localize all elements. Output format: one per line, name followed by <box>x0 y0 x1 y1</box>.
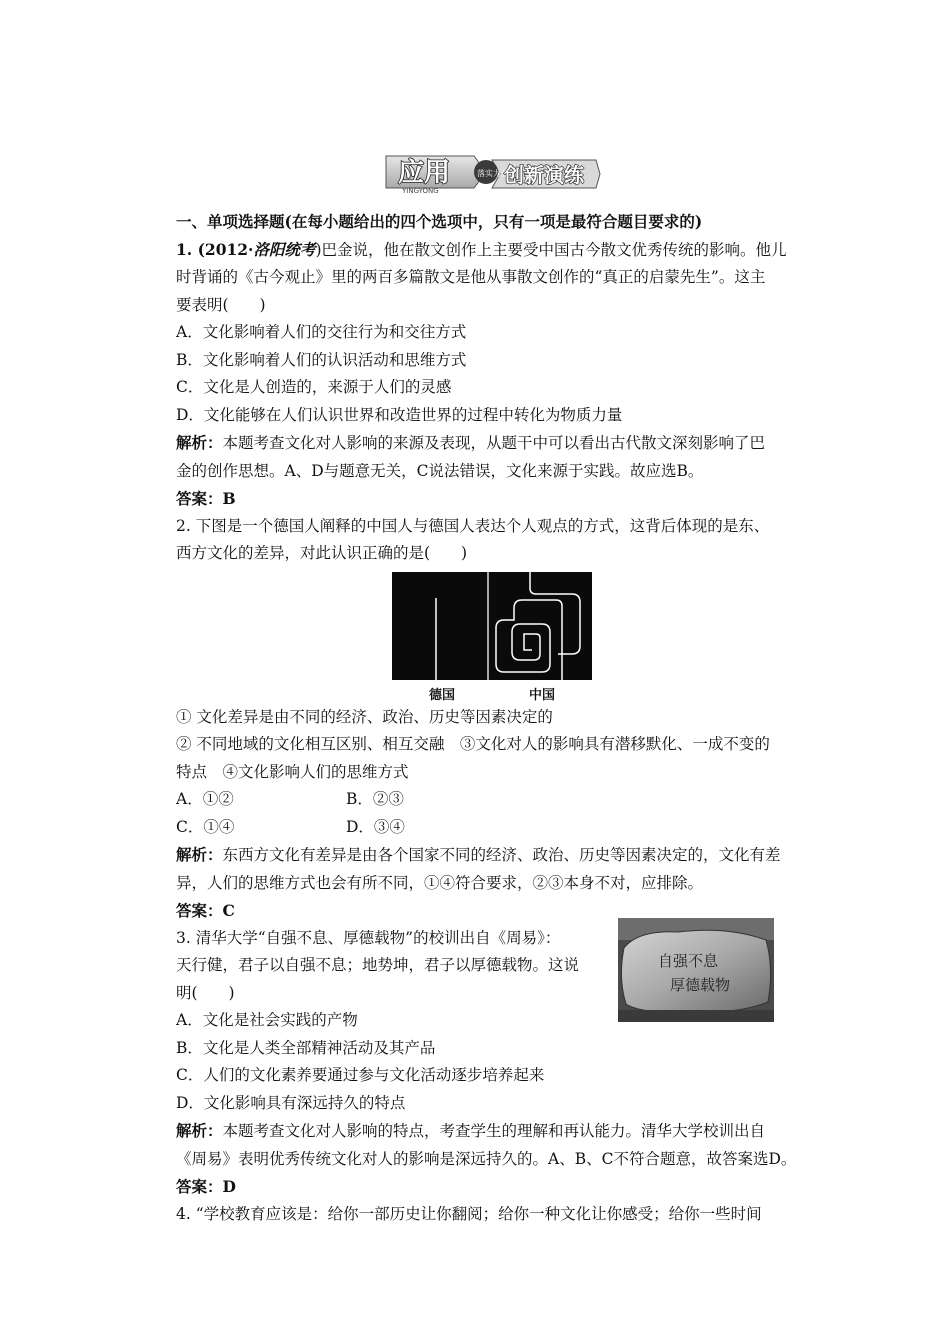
q2-option-c: C．①④ <box>176 817 235 836</box>
banner-sub-text: 创新演练 <box>504 163 584 187</box>
q1-analysis-line2: 金的创作思想。A、D与题意无关，C说法错误，文化来源于实践。故应选B。 <box>176 461 704 480</box>
q3-analysis-text: 本题考查文化对人影响的特点，考查学生的理解和再认能力。清华大学校训出自 <box>222 1122 766 1140</box>
banner-main-text: 应用 <box>398 158 451 188</box>
q3-stone-photo <box>618 918 774 1022</box>
q1-text: )巴金说，他在散文创作上主要受中国古今散文优秀传统的影响。他儿 <box>315 240 787 259</box>
q2-option-a: A．①② <box>176 790 234 808</box>
q2-statement-1: ① 文化差异是由不同的经济、政治、历史等因素决定的 <box>176 707 553 726</box>
q2-option-b: B．②③ <box>346 790 404 808</box>
q2-answer: 答案：C <box>176 901 235 920</box>
q3-analysis-line1 <box>176 1117 808 1146</box>
q2-analysis-line2: 异，人们的思维方式也会有所不同，①④符合要求，②③本身不对，应排除。 <box>176 873 704 892</box>
q2-analysis-text: 东西方文化有差异是由各个国家不同的经济、政治、历史等因素决定的，文化有差 <box>222 846 781 864</box>
q3-analysis-line2: 《周易》表明优秀传统文化对人的影响是深远持久的。A、B、C不符合题意，故答案选D。 <box>176 1149 797 1168</box>
q1-analysis-line1 <box>176 429 808 458</box>
banner-pinyin: YINGYONG <box>402 187 439 194</box>
q1-option-a: A．文化影响着人们的交往行为和交往方式 <box>176 323 467 341</box>
q1-option-d: D．文化能够在人们认识世界和改造世界的过程中转化为物质力量 <box>176 405 623 424</box>
q3-line1: 3. 清华大学“自强不息、厚德载物”的校训出自《周易》： <box>176 928 561 947</box>
q3-line2: 天行健，君子以自强不息；地势坤，君子以厚德载物。这说 <box>176 956 580 974</box>
q3-option-b: B．文化是人类全部精神活动及其产品 <box>176 1038 436 1057</box>
q1-answer: 答案：B <box>176 489 236 508</box>
q3-option-a: A．文化是社会实践的产物 <box>176 1011 358 1029</box>
q2-options-row2 <box>176 814 808 842</box>
q2-analysis-label: 解析： <box>176 845 223 864</box>
q2-figure <box>392 572 592 703</box>
q1-option-c: C．文化是人创造的，来源于人们的灵感 <box>176 378 452 396</box>
q2-statement-2: ② 不同地域的文化相互区别、相互交融 ③文化对人的影响具有潜移默化、一成不变的 <box>176 735 770 753</box>
q2-option-d: D．③④ <box>346 817 405 836</box>
q3-answer: 答案：D <box>176 1177 236 1196</box>
q4-line1: 4. “学校教育应该是：给你一部历史让你翻阅；给你一种文化让你感受；给你一些时间 <box>176 1204 762 1223</box>
q3-analysis-label: 解析： <box>176 1121 223 1140</box>
q2-line1: 2. 下图是一个德国人阐释的中国人与德国人表达个人观点的方式，这背后体现的是东、 <box>176 516 770 535</box>
q2-figure-graphic <box>392 572 592 680</box>
q2-options-row1 <box>176 786 808 814</box>
q1-analysis-label: 解析： <box>176 433 223 452</box>
q2-statement-3: 特点 ④文化影响人们的思维方式 <box>176 762 409 781</box>
q1-line1 <box>176 236 808 265</box>
q2-line2: 西方文化的差异，对此认识正确的是( ) <box>176 544 468 562</box>
q2-analysis-line1 <box>176 841 808 870</box>
q3-option-c: C．人们的文化素养要通过参与文化活动逐步培养起来 <box>176 1066 545 1084</box>
stone-text-line1: 自强不息 <box>658 952 719 970</box>
q1-line2: 时背诵的《古今观止》里的两百多篇散文是他从事散文创作的“真正的启蒙先生”。这主 <box>176 268 766 286</box>
q1-option-b: B．文化影响着人们的认识活动和思维方式 <box>176 350 467 369</box>
q3-line3: 明( ) <box>176 983 235 1002</box>
q2-figure-labels <box>392 684 592 703</box>
figure-label-china: 中国 <box>528 688 555 703</box>
section-heading: 一、单项选择题(在每小题给出的四个选项中，只有一项是最符合题目要求的) <box>176 212 703 231</box>
stone-text-line2: 厚德载物 <box>670 976 731 994</box>
q3-option-d: D．文化影响具有深远持久的特点 <box>176 1093 406 1112</box>
q1-source: 洛阳统考 <box>253 239 316 259</box>
q1-number: 1. (2012· <box>176 239 254 259</box>
q1-line3: 要表明( ) <box>176 295 266 314</box>
banner-small-text: 落实力量 <box>477 169 509 178</box>
q1-analysis-text: 本题考查文化对人影响的来源及表现，从题干中可以看出古代散文深刻影响了巴 <box>222 434 766 452</box>
q3-stone-graphic <box>618 918 774 1022</box>
figure-label-germany: 德国 <box>428 688 455 703</box>
